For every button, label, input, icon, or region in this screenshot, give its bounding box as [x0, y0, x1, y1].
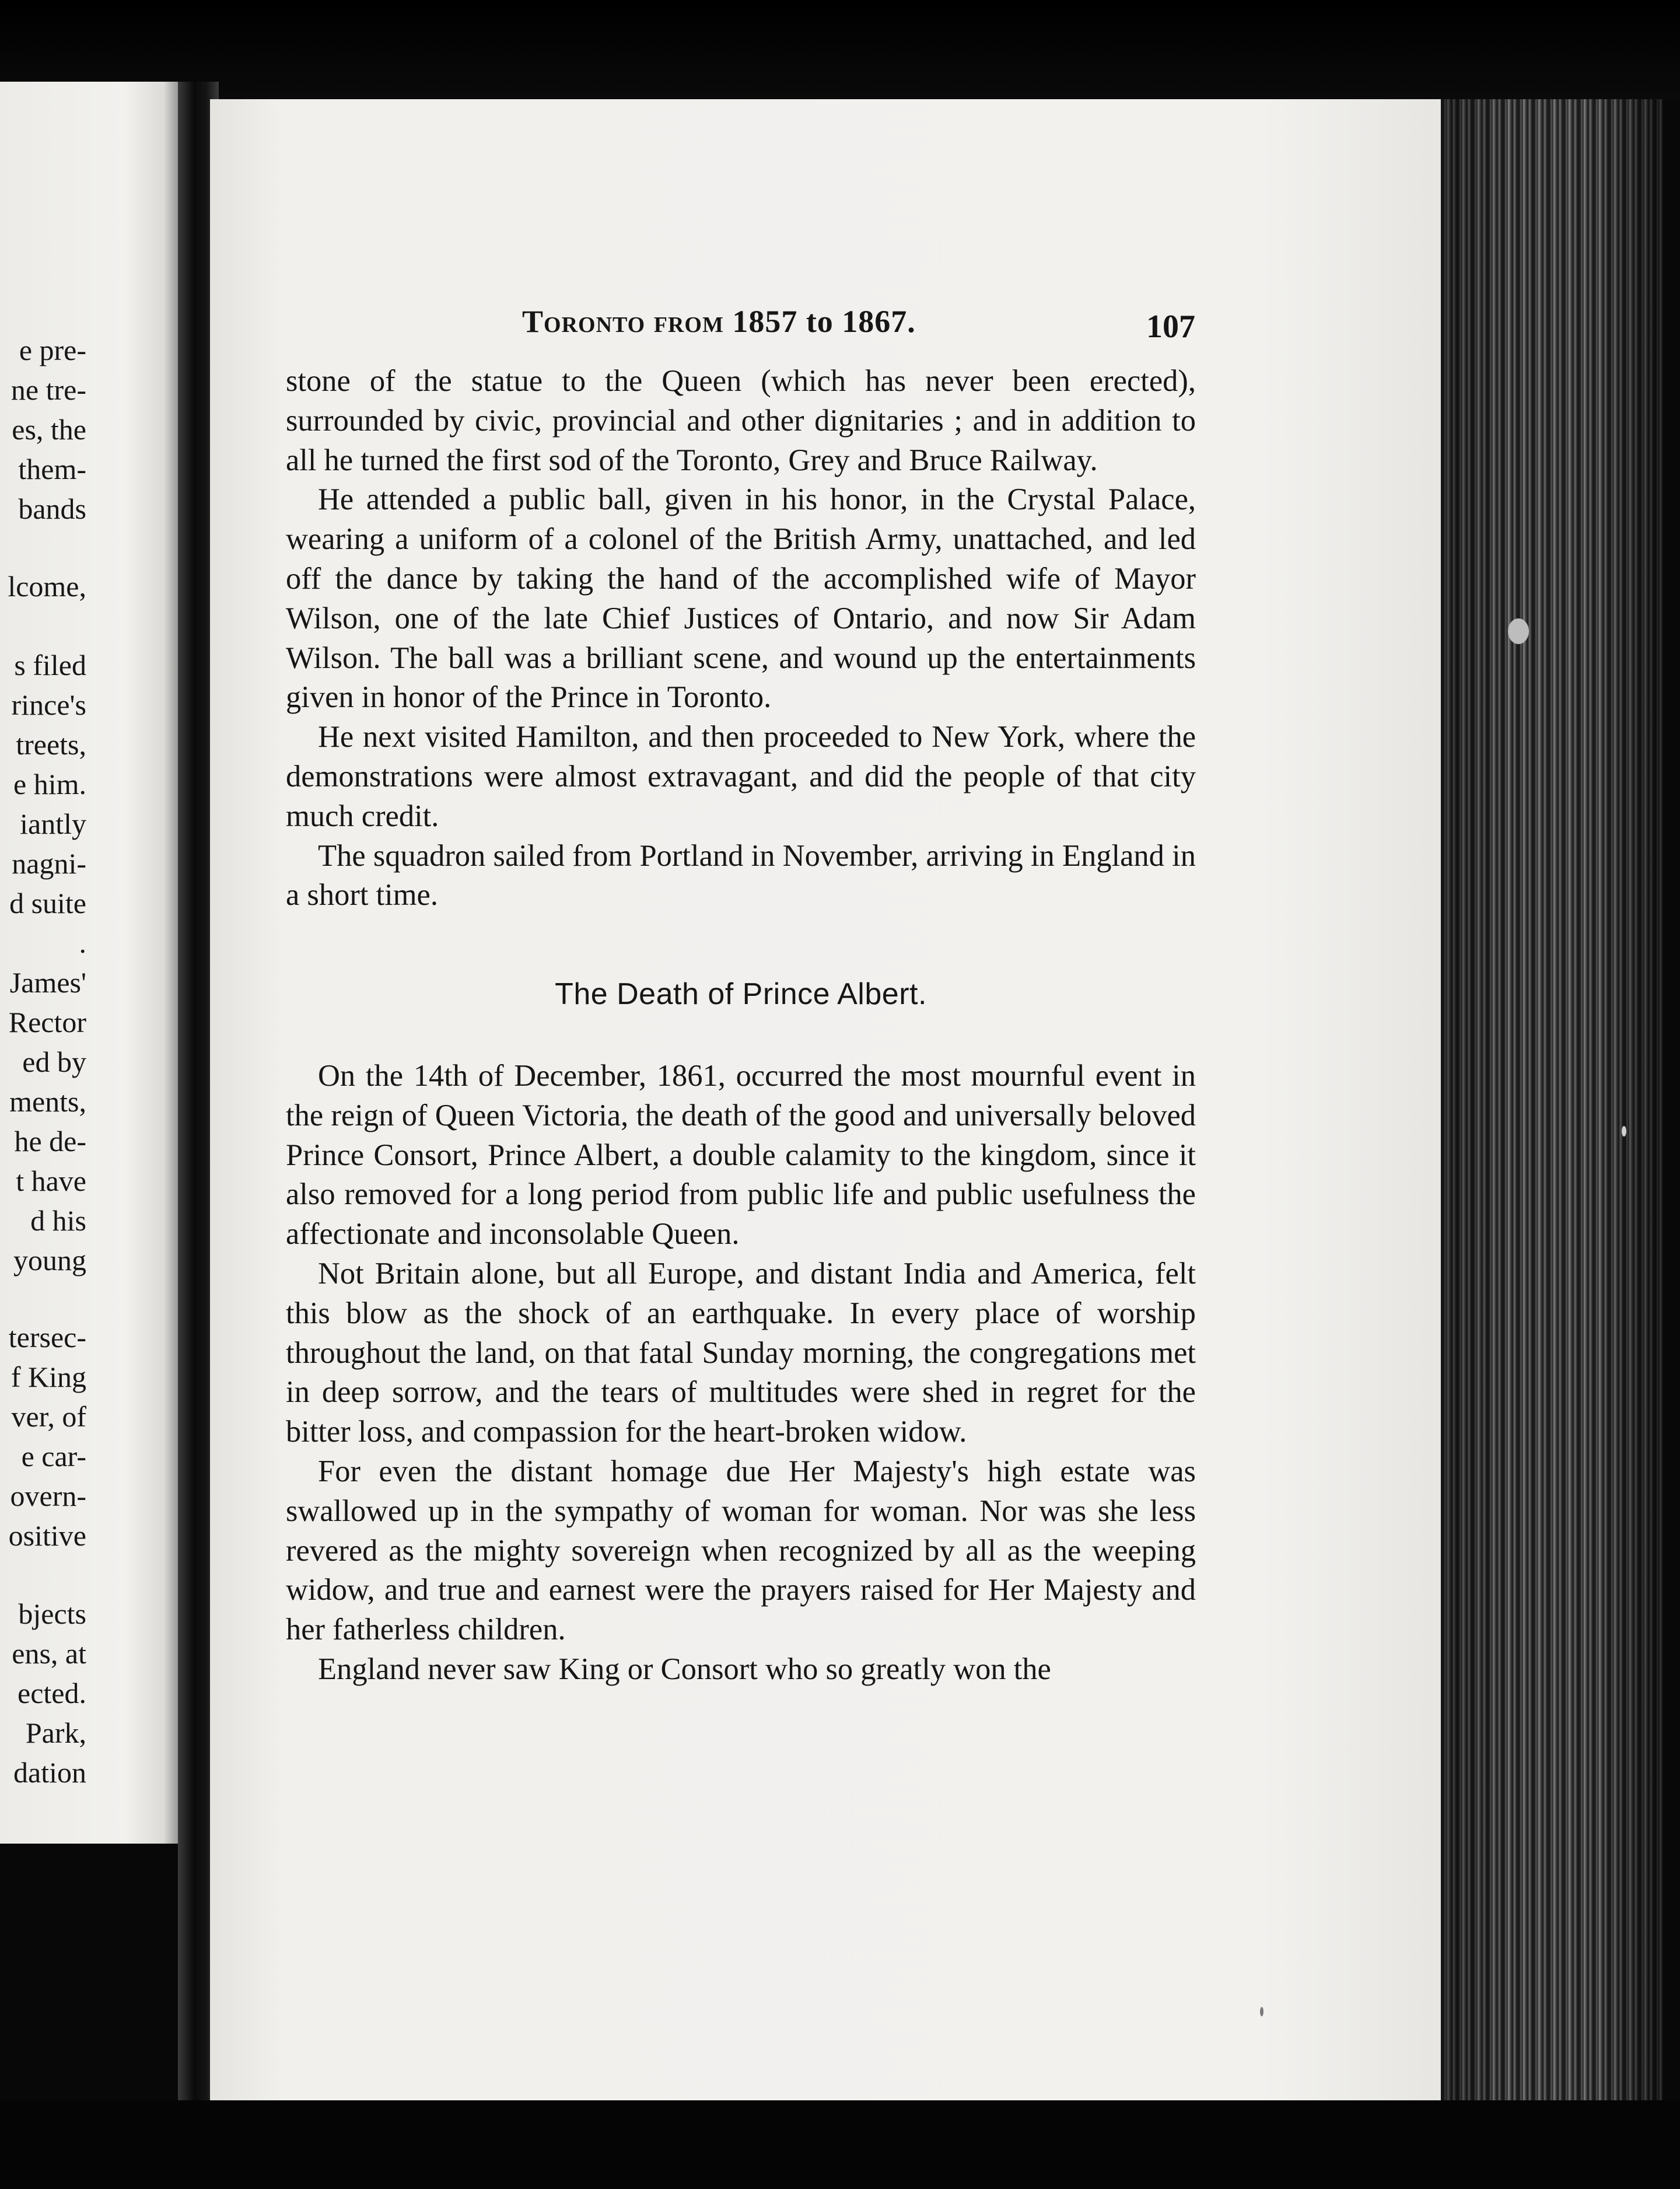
left-fragment: e him. — [13, 768, 86, 800]
left-fragment: ne tre- — [10, 373, 86, 406]
paragraph: On the 14th of December, 1861, occurred the most mournful event in the reign of Queen Victoria, the death of the good and universally beloved Prince Consort, Prince Albert, a double calamity to the kingdom, since it also removed for a long period from public life and public usefulness the affectionate and inconsolable Queen. — [286, 1058, 1196, 1251]
paragraph: He attended a public ball, given in his honor, in the Crystal Palace, wearing a uniform of a colonel of the British Army, unattached, and led off the dance by taking the hand of the accomplished wife of Mayor Wilson, one of the late Chief Justices of Ontario, and now Sir Adam Wilson. The ball was a brilliant scene, and wound up the entertainments given in honor of the Prince in Toronto. — [286, 482, 1196, 715]
running-head-years: 1857 to 1867. — [732, 304, 916, 339]
left-fragment: f King — [10, 1361, 86, 1393]
paragraph: He next visited Hamilton, and then proceeded to New York, where the demonstrations were almost extravagant, and did the people of that city much credit. — [286, 720, 1196, 833]
left-fragment: tersec- — [8, 1321, 86, 1354]
page-speck — [1622, 1126, 1626, 1137]
left-fragment: d his — [30, 1204, 86, 1237]
running-head — [522, 303, 916, 340]
left-fragment: nagni- — [12, 847, 86, 880]
left-fragment: e pre- — [19, 334, 86, 366]
left-fragment: Rector — [8, 1006, 86, 1038]
left-fragment: young — [13, 1244, 86, 1277]
left-fragment: ver, of — [11, 1400, 86, 1433]
left-fragment: ed by — [22, 1045, 86, 1078]
paragraph: The squadron sailed from Portland in November, arriving in England in a short time. — [286, 838, 1196, 912]
left-fragment: s filed — [14, 649, 86, 681]
left-fragment: es, the — [12, 413, 86, 446]
left-fragment: ens, at — [12, 1637, 86, 1670]
left-fragment: lcome, — [8, 570, 86, 603]
left-fragment: he de- — [14, 1125, 86, 1158]
left-fragment: them- — [18, 453, 86, 485]
left-fragment: d suite — [9, 887, 86, 919]
left-fragment: t have — [16, 1165, 86, 1197]
paragraph: Not Britain alone, but all Europe, and distant India and America, felt this blow as the shock of an earthquake. In every place of worship throughout the land, on that fatal Sunday morning, the congregations met in deep sorrow, and the tears of multitudes were shed in regret for the bitter loss, and compassion for the heart-broken widow. — [286, 1256, 1196, 1449]
paragraph: England never saw King or Consort who so greatly won the — [318, 1652, 1051, 1686]
page-speck — [1260, 2007, 1264, 2016]
page-speck — [1508, 618, 1529, 644]
left-fragment: treets, — [16, 728, 86, 761]
left-fragment: overn- — [10, 1480, 86, 1512]
left-fragment: James' — [9, 966, 86, 999]
paragraph: For even the distant homage due Her Majesty's high estate was swallowed up in the sympathy of woman for woman. Nor was she less revered as the mighty sovereign when recognized by all as the weeping widow, and true and earnest were the prayers raised for Her Majesty and her fatherless children. — [286, 1454, 1196, 1647]
paragraph: stone of the statue to the Queen (which has never been erected), surrounded by civic, provincial and other dignitaries ; and in addition to all he turned the first sod of the Toronto, Grey and Bruce Railway. — [286, 364, 1196, 477]
left-fragment: bjects — [18, 1597, 86, 1630]
page-number: 107 — [1146, 309, 1195, 345]
page-edges-shade — [1441, 99, 1662, 2118]
left-fragment: ected. — [18, 1677, 86, 1709]
left-fragment: Park, — [25, 1716, 86, 1749]
left-fragment: . — [79, 926, 86, 959]
left-fragment: rince's — [11, 688, 86, 721]
running-head-title: Toronto from — [522, 304, 724, 339]
top-shadow — [0, 0, 1680, 99]
left-fragment: ositive — [8, 1519, 86, 1552]
bottom-shadow — [0, 2100, 1680, 2189]
left-fragment: bands — [18, 492, 86, 525]
page-body — [286, 362, 1196, 1690]
left-fragment: e car- — [21, 1440, 86, 1473]
left-fragment: iantly — [20, 807, 86, 840]
left-fragment: dation — [13, 1756, 86, 1789]
section-heading: The Death of Prince Albert. — [555, 977, 927, 1012]
left-fragment: ments, — [9, 1085, 86, 1118]
